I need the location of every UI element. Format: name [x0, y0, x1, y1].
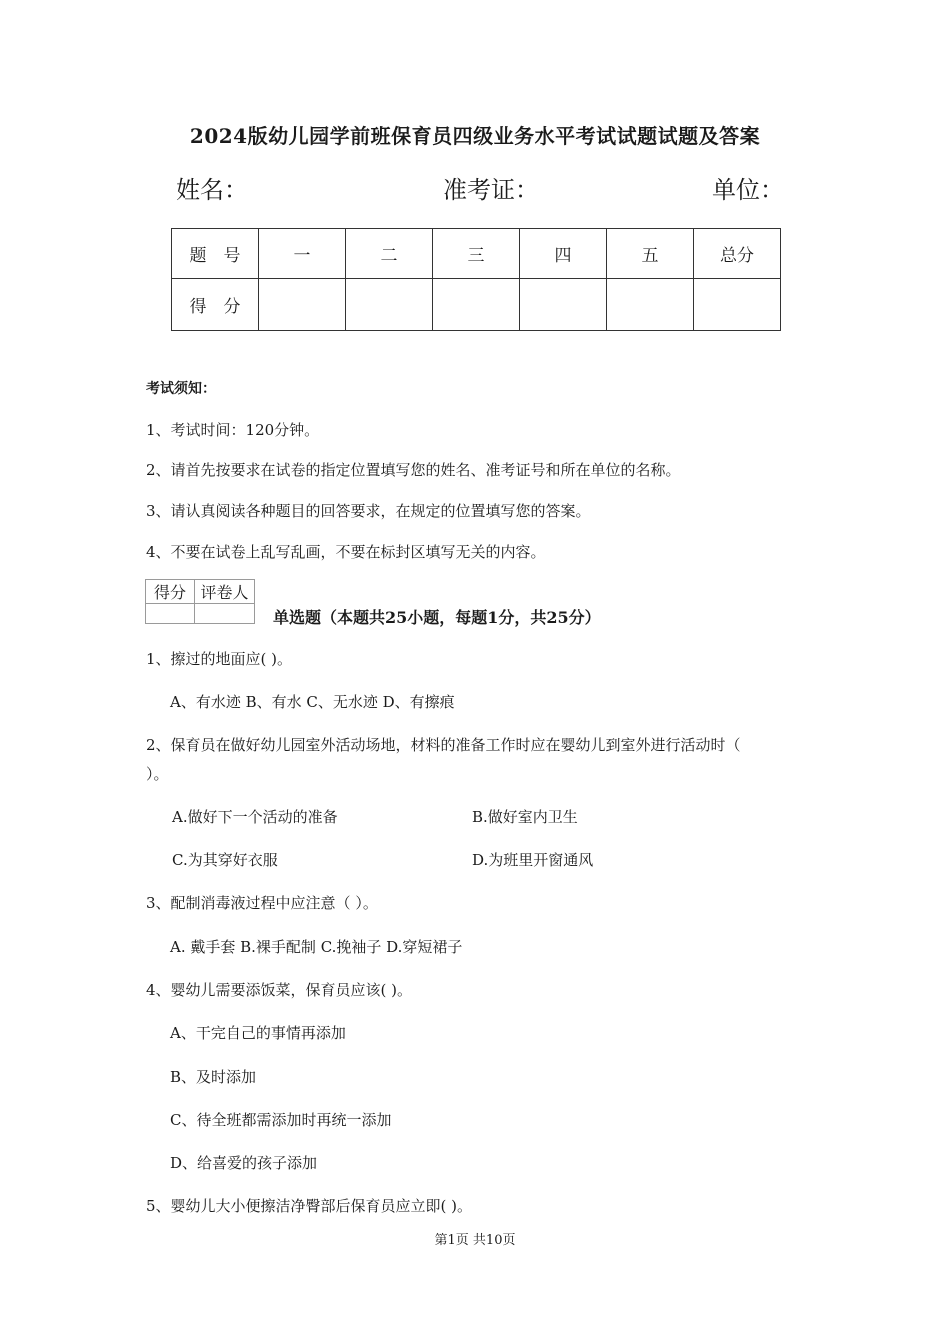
notice-heading: 考试须知： — [146, 381, 216, 397]
name-field-label: 姓名： — [176, 176, 248, 204]
score-table-row-label: 得 分 — [172, 279, 259, 331]
score-table-header-cell: 总分 — [694, 229, 781, 279]
question-2-option-c: C.为其穿好衣服 — [172, 851, 278, 869]
unit-field-label: 单位： — [712, 176, 784, 204]
exam-number-field-label: 准考证： — [443, 176, 539, 204]
question-5-stem: 5、婴幼儿大小便擦洁净臀部后保育员应立即( )。 — [146, 1197, 473, 1215]
score-table-header-cell: 一 — [259, 229, 346, 279]
question-2-stem: 2、保育员在做好幼儿园室外活动场地，材料的准备工作时应在婴幼儿到室外进行活动时（ — [146, 736, 741, 754]
score-table-header-cell: 五 — [607, 229, 694, 279]
notice-item: 1、考试时间：120分钟。 — [146, 421, 320, 439]
question-1-stem: 1、擦过的地面应( )。 — [146, 650, 293, 668]
question-4-option-d: D、给喜爱的孩子添加 — [170, 1154, 318, 1172]
grader-box-score-cell[interactable] — [146, 604, 195, 624]
score-table-header-row — [172, 229, 781, 279]
score-table-header-cell: 二 — [346, 229, 433, 279]
score-input-cell[interactable] — [607, 279, 694, 331]
score-input-cell[interactable] — [520, 279, 607, 331]
score-input-cell[interactable] — [694, 279, 781, 331]
document-title: 2024版幼儿园学前班保育员四级业务水平考试试题试题及答案 — [189, 124, 761, 148]
score-table-header-cell: 三 — [433, 229, 520, 279]
score-input-cell[interactable] — [346, 279, 433, 331]
score-input-cell[interactable] — [433, 279, 520, 331]
section-heading: 单选题（本题共25小题，每题1分，共25分） — [273, 608, 601, 627]
question-4-option-a: A、干完自己的事情再添加 — [170, 1024, 346, 1042]
notice-item: 3、请认真阅读各种题目的回答要求，在规定的位置填写您的答案。 — [146, 502, 591, 520]
question-3-stem: 3、配制消毒液过程中应注意（ ）。 — [146, 894, 378, 912]
question-2-option-d: D.为班里开窗通风 — [472, 851, 594, 869]
grader-box — [145, 579, 255, 624]
score-input-cell[interactable] — [259, 279, 346, 331]
question-4-option-b: B、及时添加 — [170, 1068, 257, 1086]
question-4-stem: 4、婴幼儿需要添饭菜，保育员应该( )。 — [146, 981, 413, 999]
score-table — [171, 228, 781, 331]
notice-item: 2、请首先按要求在试卷的指定位置填写您的姓名、准考证号和所在单位的名称。 — [146, 461, 681, 479]
question-2-stem-continued: ）。 — [146, 765, 169, 783]
question-2-option-b: B.做好室内卫生 — [472, 808, 578, 826]
notice-item: 4、不要在试卷上乱写乱画，不要在标封区填写无关的内容。 — [146, 543, 546, 561]
grader-box-grader-cell[interactable] — [195, 604, 255, 624]
grader-box-score-label: 得分 — [146, 580, 195, 604]
score-table-header-cell: 四 — [520, 229, 607, 279]
question-1-options: A、有水迹 B、有水 C、无水迹 D、有擦痕 — [170, 693, 455, 711]
score-table-score-row — [172, 279, 781, 331]
grader-box-grader-label: 评卷人 — [195, 580, 255, 604]
question-4-option-c: C、待全班都需添加时再统一添加 — [170, 1111, 392, 1129]
question-3-options: A. 戴手套 B.裸手配制 C.挽袖子 D.穿短裙子 — [170, 938, 463, 956]
page-footer: 第1页 共10页 — [434, 1233, 516, 1248]
score-table-header-label: 题 号 — [172, 229, 259, 279]
question-2-option-a: A.做好下一个活动的准备 — [172, 808, 338, 826]
